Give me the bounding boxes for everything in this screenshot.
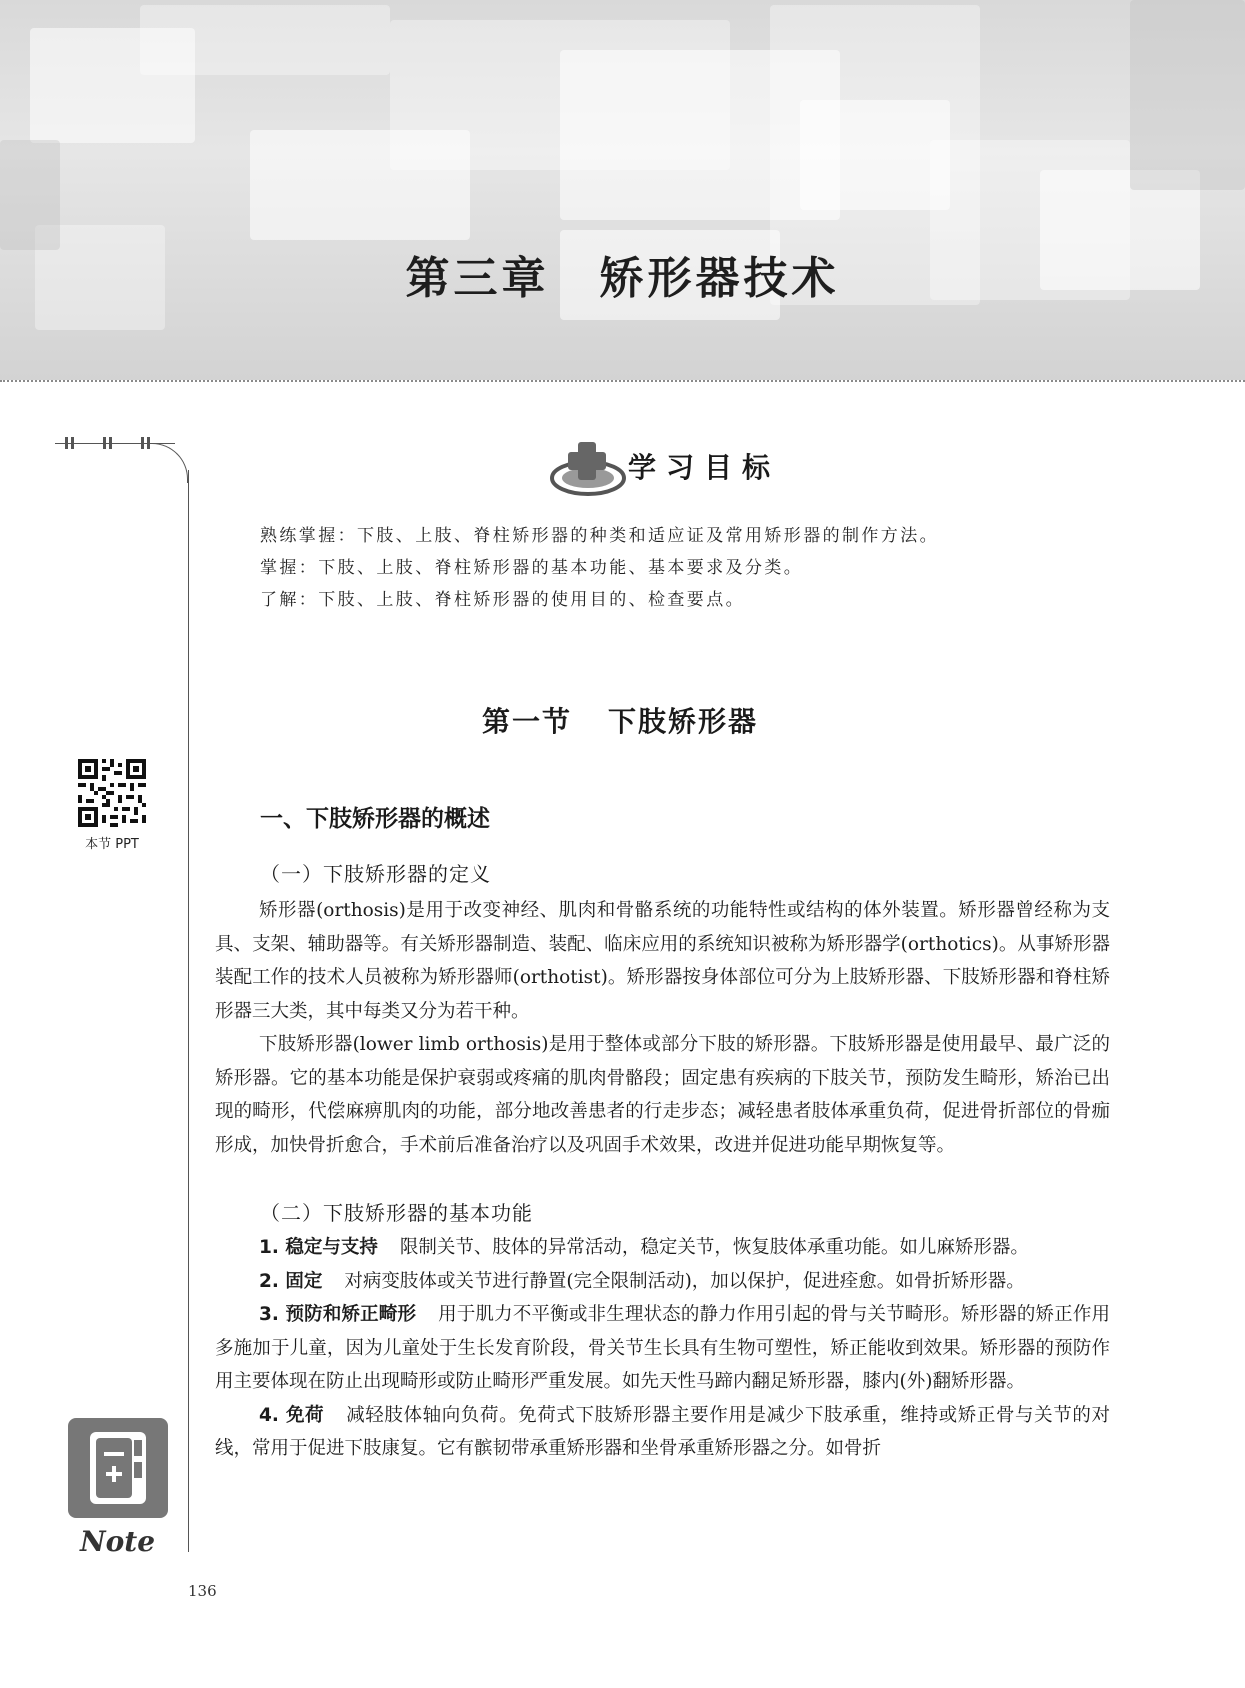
margin-rule: [188, 470, 189, 1552]
section-name: 下肢矫形器: [608, 705, 759, 738]
function-item: [215, 1231, 1110, 1265]
section-number: 第一节: [481, 705, 572, 738]
subsection-heading: 一、下肢矫形器的概述: [260, 806, 490, 832]
chapter-number: 第三章: [405, 253, 550, 304]
chapter-title: [0, 242, 1245, 306]
function-label: 3. 预防和矫正畸形: [259, 1304, 417, 1325]
margin-tick: [109, 437, 112, 449]
function-label: 4. 免荷: [259, 1404, 325, 1426]
margin-tick: [141, 437, 144, 449]
page-number: 136: [188, 1582, 217, 1600]
margin-tick: [71, 437, 74, 449]
function-item: [215, 1298, 1110, 1399]
margin-tick: [103, 437, 106, 449]
banner-divider: [0, 380, 1245, 382]
objectives-list: [260, 520, 1140, 616]
objective-item: 熟练掌握：下肢、上肢、脊柱矫形器的种类和适应证及常用矫形器的制作方法。: [260, 526, 939, 546]
definition-body: [215, 894, 1110, 1162]
function-text: 对病变肢体或关节进行静置(完全限制活动)，加以保护，促进痊愈。如骨折矫形器。: [344, 1270, 1025, 1292]
function-label: 1. 稳定与支持: [259, 1237, 378, 1258]
margin-curve: [150, 443, 188, 483]
chapter-banner: [0, 0, 1245, 380]
chapter-name: 矫形器技术: [599, 253, 840, 304]
margin-tick: [65, 437, 68, 449]
function-label: 2. 固定: [259, 1270, 323, 1292]
qr-code-icon[interactable]: [76, 757, 148, 829]
functions-heading: （二）下肢矫形器的基本功能: [260, 1201, 533, 1225]
objective-item: 了解：下肢、上肢、脊柱矫形器的使用目的、检查要点。: [260, 590, 745, 610]
definition-heading: （一）下肢矫形器的定义: [260, 862, 491, 886]
function-text: 限制关节、肢体的异常活动，稳定关节，恢复肢体承重功能。如儿麻矫形器。: [399, 1237, 1029, 1258]
objective-item: 掌握：下肢、上肢、脊柱矫形器的基本功能、基本要求及分类。: [260, 558, 804, 578]
objectives-title: 学习目标: [628, 451, 781, 484]
section-title: [0, 700, 1245, 740]
function-text: 用于肌力不平衡或非生理状态的静力作用引起的骨与关节畸形。矫形器的矫正作用多施加于儿童，因为儿童处于生长发育阶段，骨关节生长具有生物可塑性，矫正能收到效果。矫形器的预防作用主要体现在防止出现畸形或防止畸形严重发展。如先天性马蹄内翻足矫形器，膝内(外)翻矫形器。: [215, 1304, 1110, 1392]
paragraph: 下肢矫形器(lower limb orthosis)是用于整体或部分下肢的矫形器。下肢矫形器是使用最早、最广泛的矫形器。它的基本功能是保护衰弱或疼痛的肌肉骨骼段；固定患有疾病的下肢关节，预防发生畸形，矫治已出现的畸形，代偿麻痹肌肉的功能，部分地改善患者的行走步态；减轻患者肢体承重负荷，促进骨折部位的骨痂形成，加快骨折愈合，手术前后准备治疗以及巩固手术效果，改进并促进功能早期恢复等。: [215, 1034, 1110, 1156]
function-item: [215, 1399, 1110, 1466]
note-label: Note: [80, 1525, 156, 1558]
paragraph: 矫形器(orthosis)是用于改变神经、肌肉和骨骼系统的功能特性或结构的体外装置。矫形器曾经称为支具、支架、辅助器等。有关矫形器制造、装配、临床应用的系统知识被称为矫形器学(orthotics)。从事矫形器装配工作的技术人员被称为矫形器师(orthotist)。矫形器按身体部位可分为上肢矫形器、下肢矫形器和脊柱矫形器三大类，其中每类又分为若干种。: [215, 900, 1110, 1022]
function-item: [215, 1265, 1110, 1299]
note-icon: [68, 1418, 168, 1518]
qr-code-label: 本节 PPT: [85, 837, 139, 852]
functions-body: [215, 1231, 1110, 1466]
function-text: 减轻肢体轴向负荷。免荷式下肢矫形器主要作用是减少下肢承重，维持或矫正骨与关节的对线，常用于促进下肢康复。它有髌韧带承重矫形器和坐骨承重矫形器之分。如骨折: [215, 1404, 1111, 1459]
